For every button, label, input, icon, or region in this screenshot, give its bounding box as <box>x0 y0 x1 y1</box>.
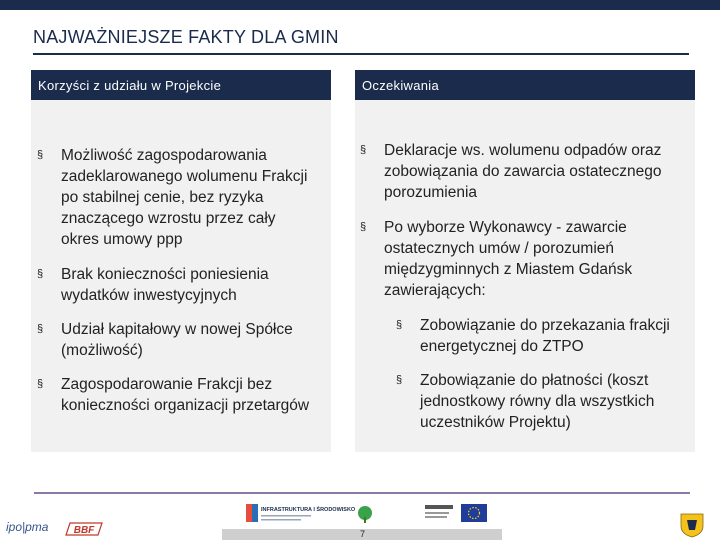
eu-flag-logo <box>425 502 489 524</box>
top-bar <box>0 0 720 10</box>
right-column-header: Oczekiwania <box>355 70 695 100</box>
left-bullet-text: Zagospodarowanie Frakcji bez konieczności organizacji przetargów <box>61 376 310 414</box>
right-sub-bullet-text: Zobowiązanie do płatności (koszt jednostkowy równy dla wszystkich uczestników Projektu) <box>420 372 655 431</box>
right-sub-bullet-text: Zobowiązanie do przekazania frakcji energetycznej do ZTPO <box>420 317 670 355</box>
title-divider <box>33 53 689 55</box>
bullet-marker: § <box>37 149 44 161</box>
bbf-logo-text: BBF <box>73 525 95 536</box>
bullet-marker: § <box>360 144 367 156</box>
ipopema-logo: ipo|pma <box>6 520 49 534</box>
bullet-marker: § <box>37 268 44 280</box>
tree-logo <box>355 504 375 524</box>
right-bullet-text: Po wyborze Wykonawcy - zawarcie ostatecznych umów / porozumień międzygminnych z Miastem Gdańsk zawierających: <box>384 219 633 299</box>
right-bullet-1 <box>360 140 685 203</box>
left-bullet-4 <box>37 374 317 416</box>
right-bullet-text: Deklaracje ws. wolumenu odpadów oraz zobowiązania do zawarcia ostatecznego porozumienia <box>384 142 662 201</box>
right-bullet-2 <box>360 217 685 301</box>
left-bullet-text: Udział kapitałowy w nowej Spółce (możliwość) <box>61 321 293 359</box>
bbf-logo <box>66 521 104 537</box>
infrastruktura-logo <box>246 502 356 524</box>
bullet-marker: § <box>37 323 44 335</box>
right-sub-bullet-1 <box>396 315 691 357</box>
left-bullet-2 <box>37 264 317 306</box>
bullet-marker: § <box>396 319 403 331</box>
bullet-marker: § <box>360 221 367 233</box>
left-bullet-text: Możliwość zagospodarowania zadeklarowanego wolumenu Frakcji po stabilnej cenie, bez ryzyka znaczącego wzrostu przez cały okres umowy ppp <box>61 147 308 248</box>
infrastruktura-logo-text: INFRASTRUKTURA I ŚRODOWISKO <box>261 507 356 513</box>
page-number: 7 <box>360 529 366 539</box>
page-title: NAJWAŻNIEJSZE FAKTY DLA GMIN <box>33 27 339 47</box>
left-bullet-3 <box>37 319 317 361</box>
left-bullet-text: Brak konieczności poniesienia wydatków inwestycyjnych <box>61 266 269 304</box>
bullet-marker: § <box>396 374 403 386</box>
left-bullet-1 <box>37 145 317 250</box>
footer-divider <box>34 492 690 494</box>
left-column-header: Korzyści z udziału w Projekcie <box>31 70 331 100</box>
right-sub-bullet-2 <box>396 370 691 433</box>
crest-logo <box>677 512 707 538</box>
bullet-marker: § <box>37 378 44 390</box>
